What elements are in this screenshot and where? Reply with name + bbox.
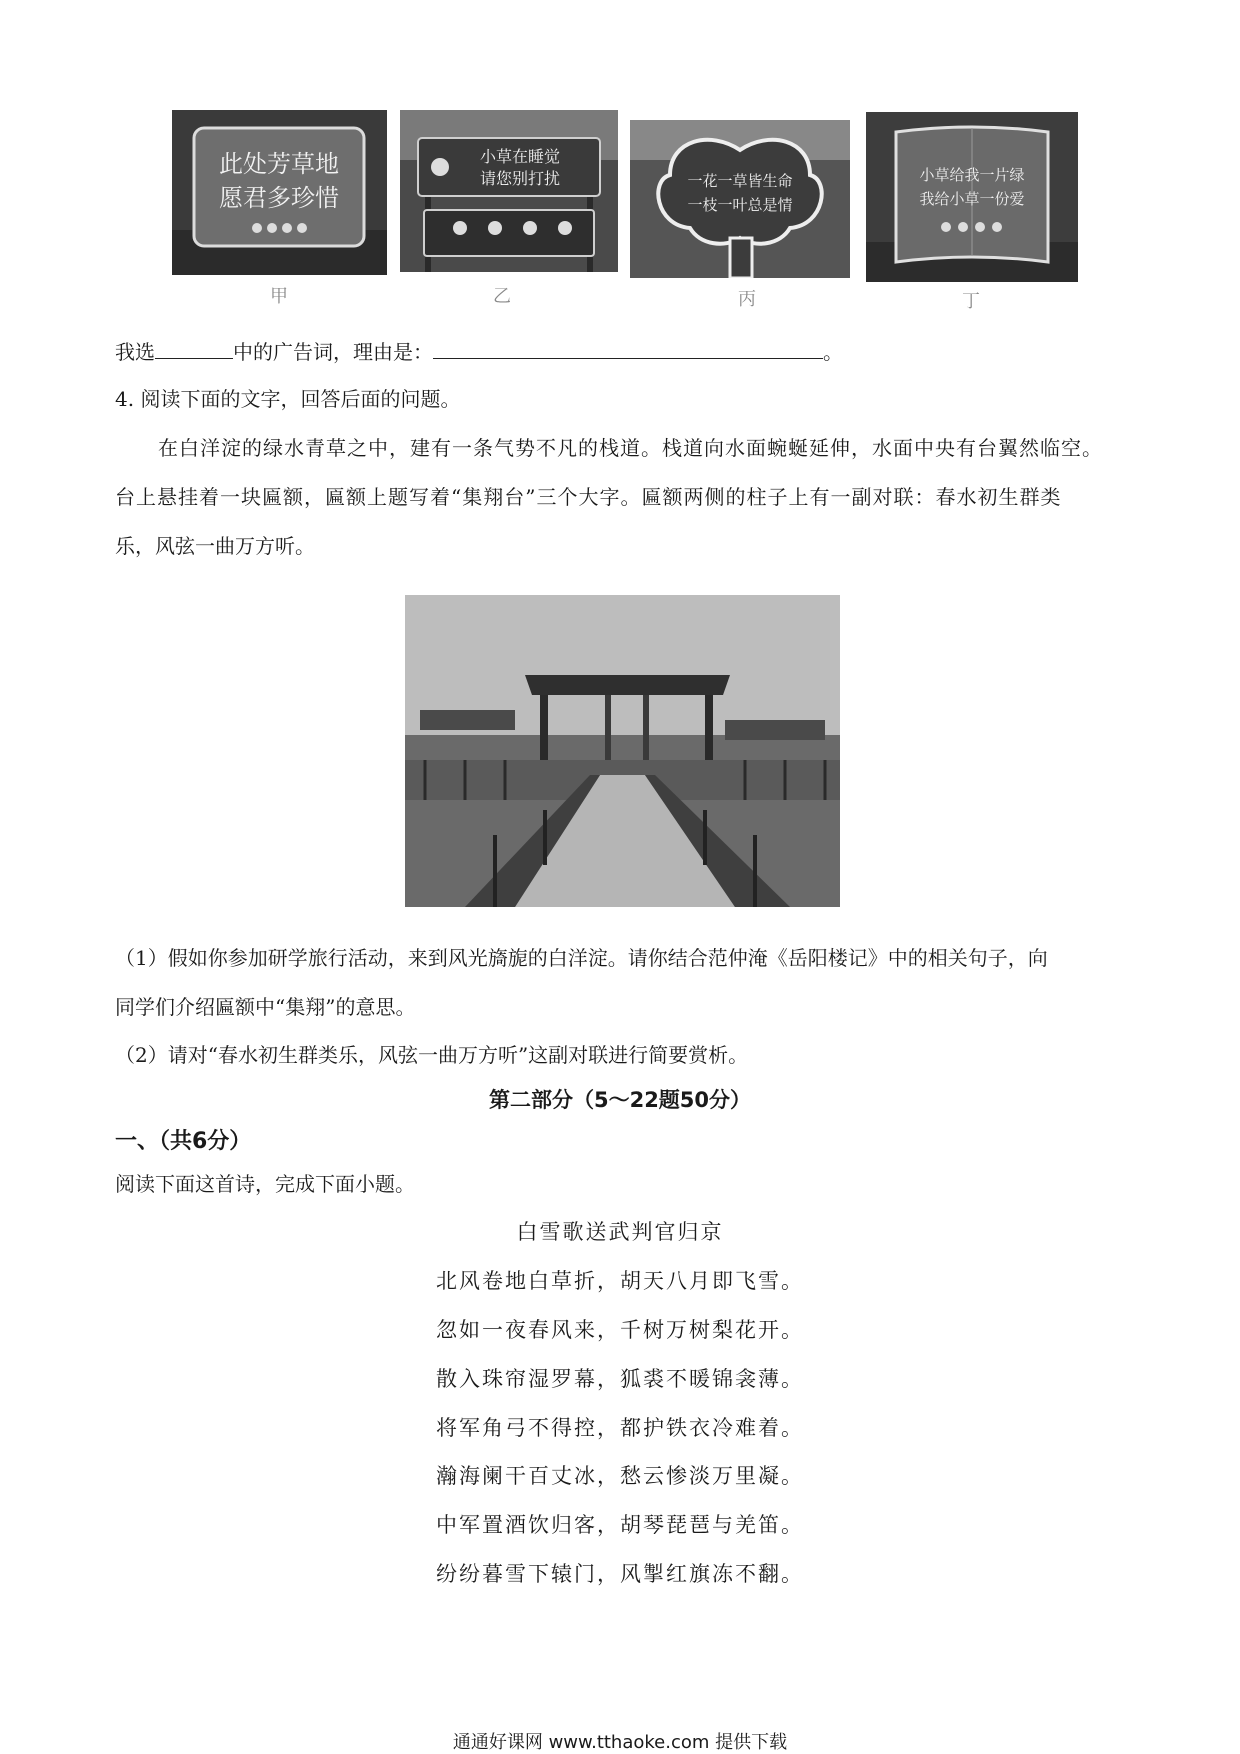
poem-line: 中军置酒饮归客，胡琴琵琶与羌笛。 — [436, 1513, 804, 1537]
poem-line: 散入珠帘湿罗幕，狐裘不暖锦衾薄。 — [436, 1367, 804, 1391]
poem-line: 瀚海阑干百丈冰，愁云惨淡万里凝。 — [436, 1464, 804, 1488]
q3-middle: 中的广告词，理由是： — [233, 340, 433, 364]
q4-para-line1: 在白洋淀的绿水青草之中，建有一条气势不凡的栈道。栈道向水面蜿蜒延伸，水面中央有台翼然临空。 — [158, 436, 1103, 460]
sign-caption-yi: 乙 — [493, 286, 511, 307]
q4-sub2: （2）请对“春水初生群类乐，风弦一曲万方听”这副对联进行简要赏析。 — [115, 1043, 749, 1067]
poem-title: 白雪歌送武判官归京 — [516, 1220, 724, 1244]
poem-instruction: 阅读下面这首诗，完成下面小题。 — [115, 1172, 415, 1196]
sign-yi-line2: 请您别打扰 — [479, 169, 561, 188]
poem-line: 纷纷暮雪下辕门，风掣红旗冻不翻。 — [436, 1562, 804, 1586]
sign-bing-line2: 一枝一叶总是情 — [687, 196, 793, 214]
q4-title: 4. 阅读下面的文字，回答后面的问题。 — [115, 387, 461, 411]
poem-line: 将军角弓不得控，都护铁衣冷难着。 — [436, 1416, 804, 1440]
q4-para-line3: 乐，风弦一曲万方听。 — [115, 534, 315, 558]
sign-yi-line1: 小草在睡觉 — [479, 147, 561, 166]
sign-photo-ding — [866, 112, 1078, 282]
q3-choice-blank[interactable] — [155, 336, 233, 359]
section-heading: 一、（共6分） — [115, 1129, 252, 1154]
sign-photo-yi — [400, 110, 618, 272]
q3-answer-line — [115, 336, 843, 366]
sign-ding-line2: 我给小草一份爱 — [919, 190, 1025, 208]
q3-suffix: 。 — [823, 340, 843, 364]
poem-line: 北风卷地白草折，胡天八月即飞雪。 — [436, 1269, 804, 1293]
sign-caption-ding: 丁 — [962, 291, 980, 312]
boardwalk-photo — [405, 595, 840, 907]
sign-caption-jia: 甲 — [270, 286, 288, 307]
sign-jia-line1: 此处芳草地 — [219, 150, 339, 178]
sign-photo-jia — [172, 110, 387, 275]
sign-caption-bing: 丙 — [738, 289, 756, 310]
q4-sub1-line1: （1）假如你参加研学旅行活动，来到风光旖旎的白洋淀。请你结合范仲淹《岳阳楼记》中的相关句子，向 — [115, 946, 1048, 970]
sign-jia-line2: 愿君多珍惜 — [219, 184, 339, 212]
q4-sub1-line2: 同学们介绍匾额中“集翔”的意思。 — [115, 995, 416, 1019]
q4-para-line2: 台上悬挂着一块匾额，匾额上题写着“集翔台”三个大字。匾额两侧的柱子上有一副对联：春水初生群类 — [115, 485, 1062, 509]
poem-line: 忽如一夜春风来，千树万树梨花开。 — [436, 1318, 804, 1342]
sign-bing-line1: 一花一草皆生命 — [687, 172, 793, 190]
sign-ding-line1: 小草给我一片绿 — [919, 166, 1025, 184]
q3-prefix: 我选 — [115, 340, 155, 364]
q3-reason-blank[interactable] — [433, 336, 823, 359]
footer-credit: 通通好课网 www.tthaoke.com 提供下载 — [452, 1732, 788, 1753]
sign-photo-bing — [630, 120, 850, 278]
part2-heading: 第二部分（5～22题50分） — [488, 1088, 752, 1112]
